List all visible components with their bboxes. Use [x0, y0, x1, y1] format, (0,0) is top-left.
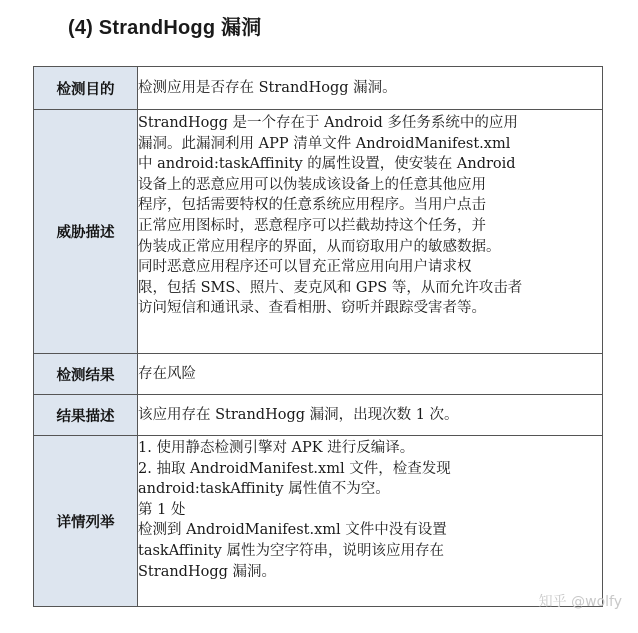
row-label: 结果描述 — [34, 395, 138, 436]
row-label: 详情列举 — [34, 436, 138, 607]
row-label: 威胁描述 — [34, 110, 138, 354]
table-row-threat — [34, 110, 603, 354]
row-content: 该应用存在 StrandHogg 漏洞，出现次数 1 次。 — [138, 395, 603, 436]
table-row-purpose — [34, 67, 603, 110]
watermark: 知乎 @wolfy — [538, 594, 622, 610]
row-content: 1. 使用静态检测引擎对 APK 进行反编译。 2. 抽取 AndroidManifest.xml 文件，检查发现 android:taskAffinity 属性值不为空。 第 1 处 检测到 AndroidManifest.xml 文件中没有设置 taskAffinity 属性为空字符串，说明该应用存在 StrandHogg 漏洞。 — [138, 436, 603, 607]
table-row-details — [34, 436, 603, 607]
row-content: StrandHogg 是一个存在于 Android 多任务系统中的应用 漏洞。此漏洞利用 APP 清单文件 AndroidManifest.xml 中 android:taskAffinity 的属性设置，使安装在 Android 设备上的恶意应用可以伪装成该设备上的任意其他应用 程序，包括需要特权的任意系统应用程序。当用户点击 正常应用图标时，恶意程序可以拦截劫持这个任务，并 伪装成正常应用程序的界面，从而窃取用户的敏感数据。 同时恶意应用程序还可以冒充正常应用向用户请求权 限，包括 SMS、照片、麦克风和 GPS 等，从而允许攻击者 访问短信和通讯录、查看相册、窃听并跟踪受害者等。 — [138, 110, 603, 354]
row-content: 存在风险 — [138, 354, 603, 395]
detection-table — [33, 66, 603, 607]
table-row-description — [34, 395, 603, 436]
table-row-result — [34, 354, 603, 395]
section-title: (4) StrandHogg 漏洞 — [68, 17, 262, 39]
row-label: 检测目的 — [34, 67, 138, 110]
row-content: 检测应用是否存在 StrandHogg 漏洞。 — [138, 67, 603, 110]
row-label: 检测结果 — [34, 354, 138, 395]
